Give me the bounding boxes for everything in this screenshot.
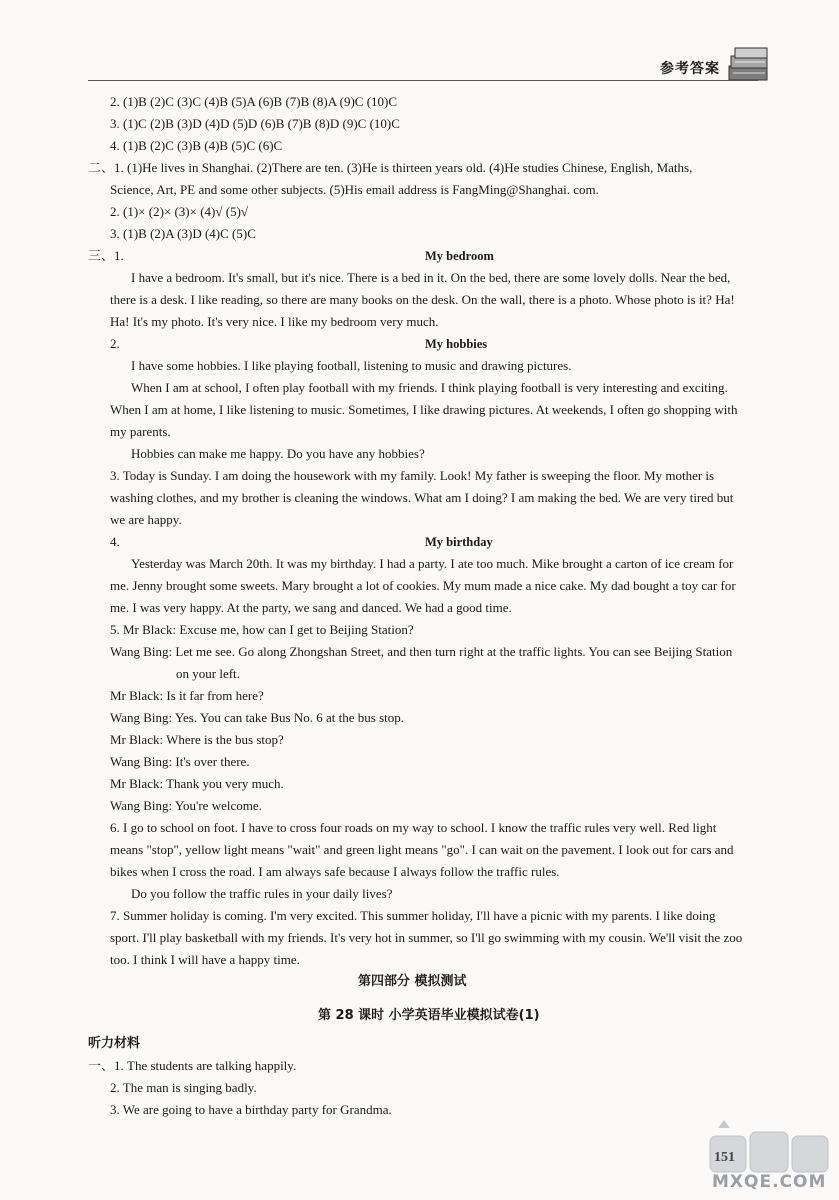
header-rule — [88, 80, 758, 81]
essay-title: My hobbies — [425, 337, 488, 351]
section-heading: 第四部分 模拟测试 — [358, 974, 467, 989]
text-line: washing clothes, and my brother is cleaning the windows. What am I doing? I am making the bed. We are very tired but — [110, 490, 734, 505]
text-line: Hobbies can make me happy. Do you have any hobbies? — [131, 446, 425, 461]
text-line: 2. (1)B (2)C (3)C (4)B (5)A (6)B (7)B (8)A (9)C (10)C — [110, 94, 398, 109]
text-line: on your left. — [176, 666, 240, 681]
text-line: Wang Bing: Yes. You can take Bus No. 6 at the bus stop. — [110, 710, 404, 725]
text-line: sport. I'll play basketball with my friends. It's very hot in summer, so I'll go swimming with my cousin. We'll visit the zoo — [110, 930, 743, 945]
text-line: 3. (1)B (2)A (3)D (4)C (5)C — [110, 226, 256, 241]
books-icon — [727, 46, 771, 84]
text-line: me. I was very happy. At the party, we sang and danced. We had a good time. — [110, 600, 512, 615]
text-line: 2. — [110, 336, 120, 351]
text-line: 2. (1)× (2)× (3)× (4)√ (5)√ — [110, 204, 249, 219]
page-number: 151 — [714, 1150, 735, 1165]
text-line: Science, Art, PE and some other subjects. (5)His email address is FangMing@Shanghai. com. — [110, 182, 599, 197]
essay-title: My bedroom — [425, 249, 494, 263]
text-line: there is a desk. I like reading, so there are many books on the desk. On the wall, there is a photo. Whose photo is it? Ha! — [110, 292, 735, 307]
text-line: bikes when I cross the road. I am always safe because I always follow the traffic rules. — [110, 864, 560, 879]
text-line: Ha! It's my photo. It's very nice. I like my bedroom very much. — [110, 314, 439, 329]
text-line: Wang Bing: Let me see. Go along Zhongshan Street, and then turn right at the traffic lights. You can see Beijing Station — [110, 644, 733, 659]
text-line: When I am at home, I like listening to music. Sometimes, I like drawing pictures. At weekends, I often go shopping with — [110, 402, 738, 417]
text-line: 一、1. The students are talking happily. — [88, 1058, 297, 1073]
text-line: Mr Black: Where is the bus stop? — [110, 732, 284, 747]
text-line: 4. — [110, 534, 120, 549]
text-line: Do you follow the traffic rules in your daily lives? — [131, 886, 393, 901]
text-line: 2. The man is singing badly. — [110, 1080, 257, 1095]
text-line: too. I think I will have a happy time. — [110, 952, 300, 967]
text-line: 3. We are going to have a birthday party for Grandma. — [110, 1102, 392, 1117]
text-line: means "stop", yellow light means "wait" and green light means "go". I can wait on the pavement. I look out for cars and — [110, 842, 734, 857]
text-line: Mr Black: Thank you very much. — [110, 776, 284, 791]
text-line: I have some hobbies. I like playing football, listening to music and drawing pictures. — [131, 358, 572, 373]
text-line: 4. (1)B (2)C (3)B (4)B (5)C (6)C — [110, 138, 283, 153]
text-line: 5. Mr Black: Excuse me, how can I get to Beijing Station? — [110, 622, 414, 637]
text-line: When I am at school, I often play football with my friends. I think playing football is very interesting and exciting. — [131, 380, 728, 395]
page-header-title: 参考答案 — [660, 61, 720, 77]
text-line: Wang Bing: You're welcome. — [110, 798, 262, 813]
text-line: 7. Summer holiday is coming. I'm very excited. This summer holiday, I'll have a picnic with my parents. I like doing — [110, 908, 716, 923]
text-line: my parents. — [110, 424, 171, 439]
text-line: we are happy. — [110, 512, 182, 527]
section-heading: 听力材料 — [88, 1036, 141, 1051]
text-line: Yesterday was March 20th. It was my birthday. I had a party. I ate too much. Mike brought a carton of ice cream for — [131, 556, 734, 571]
watermark-text: MXQE.COM — [712, 1172, 827, 1192]
text-line: me. Jenny brought some sweets. Mary brought a lot of cookies. My mum made a nice cake. My dad bought a toy car for — [110, 578, 736, 593]
text-line: 6. I go to school on foot. I have to cross four roads on my way to school. I know the traffic rules very well. Red light — [110, 820, 717, 835]
text-line: 3. (1)C (2)B (3)D (4)D (5)D (6)B (7)B (8)D (9)C (10)C — [110, 116, 400, 131]
text-line: Mr Black: Is it far from here? — [110, 688, 264, 703]
text-line: 3. Today is Sunday. I am doing the housework with my family. Look! My father is sweeping the floor. My mother is — [110, 468, 715, 483]
essay-title: My birthday — [425, 535, 493, 549]
section-heading: 第 28 课时 小学英语毕业模拟试卷(1) — [318, 1008, 540, 1023]
text-line: 二、1. (1)He lives in Shanghai. (2)There are ten. (3)He is thirteen years old. (4)He studies Chinese, English, Maths, — [88, 160, 693, 175]
text-line: 三、1. — [88, 248, 124, 263]
text-line: Wang Bing: It's over there. — [110, 754, 250, 769]
text-line: I have a bedroom. It's small, but it's nice. There is a bed in it. On the bed, there are some lovely dolls. Near the bed, — [131, 270, 731, 285]
